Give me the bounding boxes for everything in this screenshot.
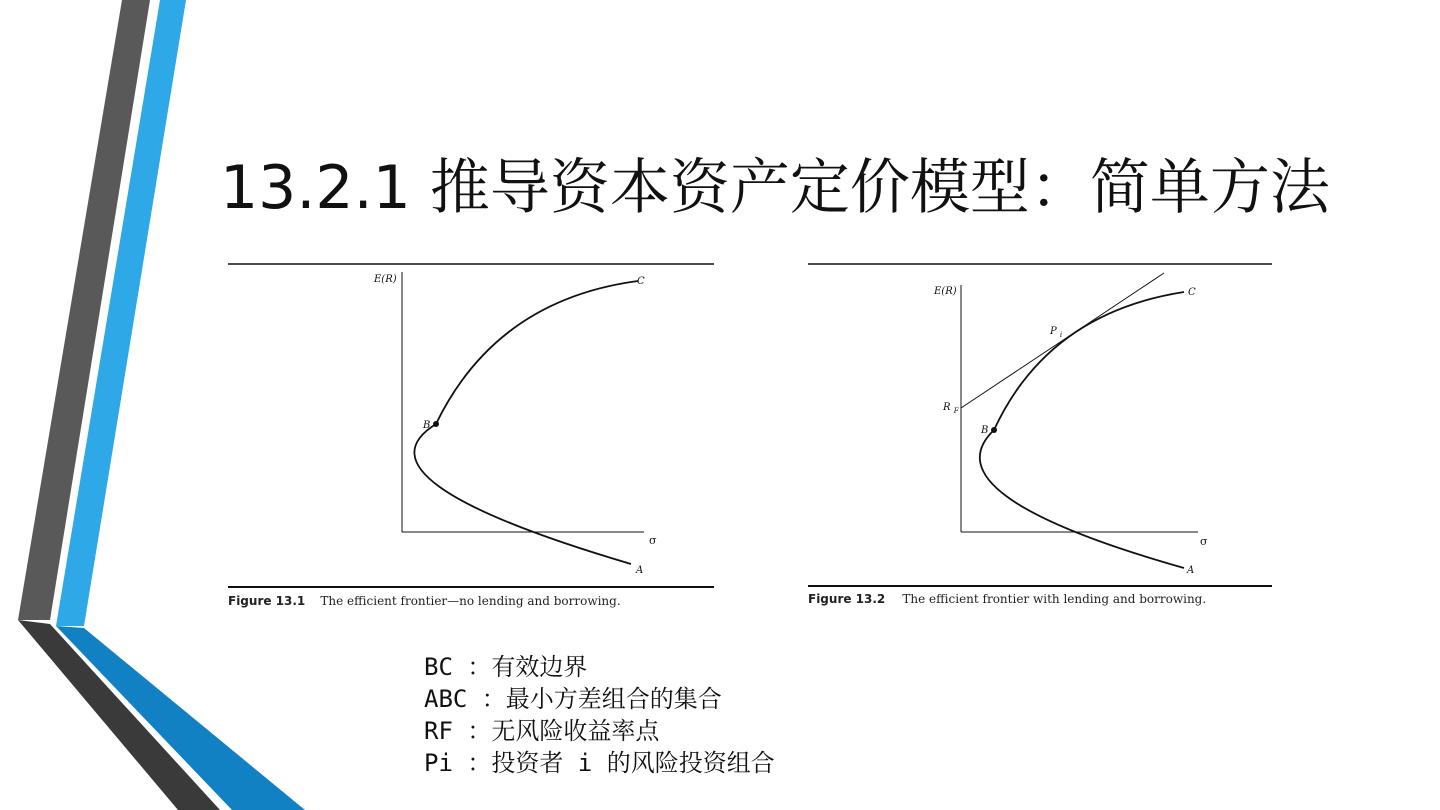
- charcoal-band: [18, 620, 220, 810]
- point-c-label: C: [637, 276, 645, 287]
- caption-number: Figure 13.2: [808, 592, 886, 606]
- figure-13-2-diagram: [806, 255, 1276, 615]
- y-axis-label: E(R): [934, 286, 957, 297]
- point-b-label: B: [423, 420, 431, 431]
- point-pi-subscript: i: [1059, 331, 1063, 339]
- note-bc: BC ：有效边界: [424, 653, 588, 681]
- frontier-curve: [414, 281, 638, 564]
- point-rf-label: [942, 402, 960, 415]
- y-axis-label: E(R): [374, 274, 397, 285]
- point-c-label: C: [1188, 287, 1196, 298]
- point-b-marker: [991, 427, 997, 433]
- note-pi: Pi ：投资者 i 的风险投资组合: [424, 749, 775, 777]
- note-abc: ABC ：最小方差组合的集合: [424, 685, 722, 713]
- note-rf: RF ：无风险收益率点: [424, 717, 660, 745]
- point-rf-subscript: F: [953, 407, 959, 415]
- point-a-label: A: [1187, 565, 1195, 576]
- point-pi-letter: P: [1050, 326, 1057, 337]
- caption-number: Figure 13.1: [228, 594, 306, 608]
- point-b-marker: [433, 421, 439, 427]
- figure-13-1-diagram: [226, 255, 716, 615]
- point-b-label: B: [981, 425, 989, 436]
- point-rf-letter: R: [943, 402, 951, 413]
- x-axis-label: σ: [649, 534, 657, 547]
- figure-efficient-frontier-with-lending: [806, 255, 1276, 615]
- notes-list: [424, 651, 775, 779]
- figure-efficient-frontier-no-lending: [226, 255, 716, 615]
- figure-caption: [808, 588, 1206, 607]
- frontier-curve: [980, 292, 1184, 568]
- figure-caption: [228, 590, 621, 609]
- x-axis-label: σ: [1200, 535, 1208, 548]
- caption-text: The efficient frontier—no lending and borrowing.: [320, 594, 621, 608]
- point-pi-label: [1049, 326, 1062, 339]
- point-a-label: A: [636, 565, 644, 576]
- slide-title: 13.2.1 推导资本资产定价模型：简单方法: [220, 153, 1330, 223]
- caption-text: The efficient frontier with lending and borrowing.: [902, 592, 1207, 606]
